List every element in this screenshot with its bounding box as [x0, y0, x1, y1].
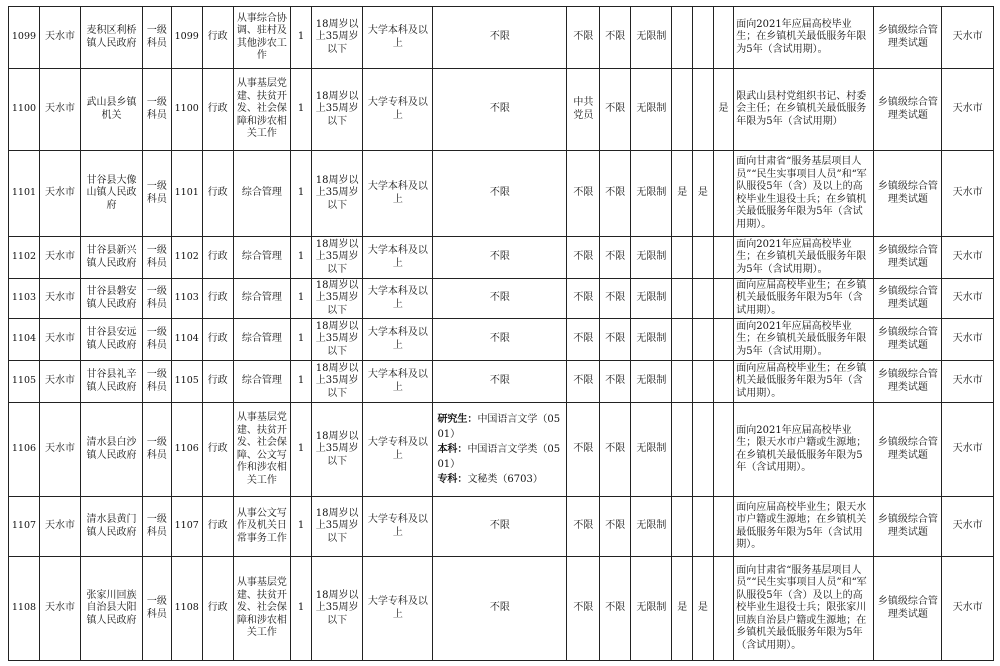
cell-age: 18周岁以上35周岁以下 — [311, 279, 363, 319]
table-row — [9, 361, 994, 403]
cell-unit: 甘谷县安远镇人民政府 — [81, 319, 143, 361]
cell-c15 — [693, 403, 714, 497]
cell-major: 不限 — [433, 557, 567, 661]
cell-exam: 乡镇级综合管理类试题 — [874, 361, 942, 403]
cell-seq: 1099 — [9, 7, 40, 69]
cell-politics: 不限 — [567, 7, 600, 69]
cell-level: 一级科员 — [142, 497, 171, 557]
cell-type: 行政 — [202, 361, 233, 403]
cell-exam: 乡镇级综合管理类试题 — [874, 403, 942, 497]
cell-seq: 1100 — [9, 69, 40, 151]
cell-seq: 1105 — [9, 361, 40, 403]
cell-place: 天水市 — [942, 319, 994, 361]
cell-gender: 不限 — [600, 279, 631, 319]
cell-gender: 不限 — [600, 237, 631, 279]
major-line — [437, 472, 564, 487]
cell-exp: 无限制 — [631, 279, 672, 319]
cell-duty: 从事基层党建、扶贫开发、社会保障、公文写作和涉农相关工作 — [233, 403, 291, 497]
cell-exam: 乡镇级综合管理类试题 — [874, 557, 942, 661]
cell-type: 行政 — [202, 7, 233, 69]
cell-c14 — [672, 7, 693, 69]
cell-c16 — [713, 361, 734, 403]
cell-exam: 乡镇级综合管理类试题 — [874, 7, 942, 69]
cell-city: 天水市 — [39, 497, 80, 557]
cell-edu: 大学专科及以上 — [363, 557, 433, 661]
cell-code: 1104 — [171, 319, 202, 361]
cell-exam: 乡镇级综合管理类试题 — [874, 69, 942, 151]
cell-code: 1102 — [171, 237, 202, 279]
cell-c15 — [693, 7, 714, 69]
cell-gender: 不限 — [600, 319, 631, 361]
cell-major: 不限 — [433, 237, 567, 279]
cell-age: 18周岁以上35周岁以下 — [311, 69, 363, 151]
cell-code: 1108 — [171, 557, 202, 661]
cell-duty: 从事基层党建、扶贫开发、社会保障和涉农相关工作 — [233, 557, 291, 661]
cell-seq: 1106 — [9, 403, 40, 497]
major-line — [437, 412, 564, 442]
cell-major: 不限 — [433, 69, 567, 151]
cell-c16 — [713, 319, 734, 361]
cell-type: 行政 — [202, 557, 233, 661]
cell-edu: 大学专科及以上 — [363, 69, 433, 151]
cell-num: 1 — [291, 7, 312, 69]
cell-politics: 不限 — [567, 497, 600, 557]
cell-unit: 武山县乡镇机关 — [81, 69, 143, 151]
cell-remark: 限武山县村党组织书记、村委会主任；在乡镇机关最低服务年限为5年（含试用期） — [734, 69, 874, 151]
cell-remark: 面向2021年应届高校毕业生；在乡镇机关最低服务年限为5年（含试用期）。 — [734, 237, 874, 279]
cell-major: 不限 — [433, 151, 567, 237]
cell-gender: 不限 — [600, 69, 631, 151]
table-row — [9, 557, 994, 661]
cell-seq: 1102 — [9, 237, 40, 279]
cell-type: 行政 — [202, 151, 233, 237]
cell-unit: 甘谷县磐安镇人民政府 — [81, 279, 143, 319]
cell-c16 — [713, 557, 734, 661]
cell-level: 一级科员 — [142, 557, 171, 661]
cell-major: 不限 — [433, 279, 567, 319]
cell-level: 一级科员 — [142, 7, 171, 69]
cell-edu: 大学专科及以上 — [363, 497, 433, 557]
cell-edu: 大学本科及以上 — [363, 361, 433, 403]
cell-age: 18周岁以上35周岁以下 — [311, 497, 363, 557]
cell-edu: 大学本科及以上 — [363, 151, 433, 237]
cell-age: 18周岁以上35周岁以下 — [311, 237, 363, 279]
table-row — [9, 279, 994, 319]
cell-level: 一级科员 — [142, 319, 171, 361]
table-row — [9, 69, 994, 151]
cell-politics: 不限 — [567, 361, 600, 403]
cell-major: 不限 — [433, 7, 567, 69]
cell-c14 — [672, 69, 693, 151]
cell-exp: 无限制 — [631, 497, 672, 557]
major-line — [437, 442, 564, 472]
cell-duty: 综合管理 — [233, 319, 291, 361]
cell-politics: 不限 — [567, 319, 600, 361]
cell-level: 一级科员 — [142, 237, 171, 279]
cell-level: 一级科员 — [142, 151, 171, 237]
cell-politics: 不限 — [567, 279, 600, 319]
cell-duty: 从事综合协调、驻村及其他涉农工作 — [233, 7, 291, 69]
table-body — [9, 7, 994, 661]
cell-place: 天水市 — [942, 557, 994, 661]
cell-duty: 从事公文写作及机关日常事务工作 — [233, 497, 291, 557]
cell-num: 1 — [291, 237, 312, 279]
cell-c16 — [713, 7, 734, 69]
cell-c14 — [672, 319, 693, 361]
cell-c16 — [713, 497, 734, 557]
cell-c15 — [693, 319, 714, 361]
major-label: 研究生： — [437, 414, 478, 425]
cell-gender: 不限 — [600, 7, 631, 69]
cell-c14: 是 — [672, 151, 693, 237]
cell-c16 — [713, 237, 734, 279]
cell-politics: 不限 — [567, 151, 600, 237]
cell-gender: 不限 — [600, 151, 631, 237]
cell-gender: 不限 — [600, 497, 631, 557]
cell-place: 天水市 — [942, 69, 994, 151]
cell-type: 行政 — [202, 237, 233, 279]
table-row — [9, 151, 994, 237]
cell-level: 一级科员 — [142, 279, 171, 319]
table-row — [9, 319, 994, 361]
cell-place: 天水市 — [942, 403, 994, 497]
cell-major: 不限 — [433, 319, 567, 361]
cell-code: 1106 — [171, 403, 202, 497]
cell-c14 — [672, 279, 693, 319]
cell-c14: 是 — [672, 557, 693, 661]
cell-politics: 不限 — [567, 557, 600, 661]
cell-exam: 乡镇级综合管理类试题 — [874, 279, 942, 319]
major-value: 中国语言文学类（0501） — [437, 444, 561, 470]
major-label: 专科： — [437, 474, 468, 485]
cell-exp: 无限制 — [631, 361, 672, 403]
cell-c14 — [672, 403, 693, 497]
table-row — [9, 7, 994, 69]
cell-major: 不限 — [433, 361, 567, 403]
cell-exp: 无限制 — [631, 151, 672, 237]
cell-unit: 甘谷县新兴镇人民政府 — [81, 237, 143, 279]
cell-level: 一级科员 — [142, 361, 171, 403]
table-row — [9, 237, 994, 279]
cell-place: 天水市 — [942, 7, 994, 69]
major-value: 文秘类（6703） — [467, 474, 543, 485]
cell-unit: 张家川回族自治县大阳镇人民政府 — [81, 557, 143, 661]
cell-remark: 面向应届高校毕业生；在乡镇机关最低服务年限为5年（含试用期）。 — [734, 361, 874, 403]
cell-num: 1 — [291, 319, 312, 361]
cell-num: 1 — [291, 497, 312, 557]
cell-age: 18周岁以上35周岁以下 — [311, 403, 363, 497]
cell-remark: 面向应届高校毕业生；在乡镇机关最低服务年限为5年（含试用期）。 — [734, 279, 874, 319]
cell-major: 不限 — [433, 497, 567, 557]
cell-remark: 面向2021年应届高校毕业生；限天水市户籍或生源地；在乡镇机关最低服务年限为5年（含试用期）。 — [734, 403, 874, 497]
cell-c14 — [672, 497, 693, 557]
cell-num: 1 — [291, 361, 312, 403]
cell-gender: 不限 — [600, 361, 631, 403]
cell-c16 — [713, 279, 734, 319]
cell-place: 天水市 — [942, 279, 994, 319]
cell-exp: 无限制 — [631, 237, 672, 279]
cell-major — [433, 403, 567, 497]
cell-code: 1101 — [171, 151, 202, 237]
cell-c15: 是 — [693, 151, 714, 237]
cell-c14 — [672, 237, 693, 279]
cell-duty: 综合管理 — [233, 279, 291, 319]
cell-unit: 甘谷县礼辛镇人民政府 — [81, 361, 143, 403]
cell-politics: 不限 — [567, 403, 600, 497]
cell-type: 行政 — [202, 497, 233, 557]
cell-remark: 面向甘肃省“服务基层项目人员”“民生实事项目人员”和“军队服役5年（含）及以上的高校毕业生退役士兵；限张家川回族自治县户籍或生源地；在乡镇机关最低服务年限为5年（含试用期）。 — [734, 557, 874, 661]
cell-level: 一级科员 — [142, 69, 171, 151]
cell-duty: 从事基层党建、扶贫开发、社会保障和涉农相关工作 — [233, 69, 291, 151]
table-row — [9, 403, 994, 497]
cell-seq: 1104 — [9, 319, 40, 361]
cell-unit: 甘谷县大像山镇人民政府 — [81, 151, 143, 237]
cell-city: 天水市 — [39, 319, 80, 361]
cell-remark: 面向2021年应届高校毕业生；在乡镇机关最低服务年限为5年（含试用期）。 — [734, 319, 874, 361]
cell-gender: 不限 — [600, 557, 631, 661]
cell-city: 天水市 — [39, 237, 80, 279]
cell-seq: 1108 — [9, 557, 40, 661]
cell-city: 天水市 — [39, 557, 80, 661]
cell-city: 天水市 — [39, 7, 80, 69]
cell-c15: 是 — [693, 557, 714, 661]
cell-c15 — [693, 237, 714, 279]
cell-unit: 麦积区利桥镇人民政府 — [81, 7, 143, 69]
cell-city: 天水市 — [39, 69, 80, 151]
cell-c15 — [693, 361, 714, 403]
cell-remark: 面向甘肃省“服务基层项目人员”“民生实事项目人员”和“军队服役5年（含）及以上的高校毕业生退役士兵；在乡镇机关最低服务年限为5年（含试用期）。 — [734, 151, 874, 237]
cell-politics: 不限 — [567, 237, 600, 279]
cell-age: 18周岁以上35周岁以下 — [311, 319, 363, 361]
cell-city: 天水市 — [39, 151, 80, 237]
cell-exp: 无限制 — [631, 319, 672, 361]
cell-code: 1099 — [171, 7, 202, 69]
cell-exam: 乡镇级综合管理类试题 — [874, 497, 942, 557]
cell-edu: 大学本科及以上 — [363, 319, 433, 361]
cell-c15 — [693, 279, 714, 319]
cell-num: 1 — [291, 403, 312, 497]
positions-table — [8, 6, 994, 661]
cell-place: 天水市 — [942, 237, 994, 279]
cell-age: 18周岁以上35周岁以下 — [311, 151, 363, 237]
cell-city: 天水市 — [39, 361, 80, 403]
cell-age: 18周岁以上35周岁以下 — [311, 7, 363, 69]
cell-type: 行政 — [202, 403, 233, 497]
cell-exam: 乡镇级综合管理类试题 — [874, 237, 942, 279]
cell-duty: 综合管理 — [233, 361, 291, 403]
cell-exp: 无限制 — [631, 69, 672, 151]
cell-num: 1 — [291, 279, 312, 319]
cell-seq: 1103 — [9, 279, 40, 319]
cell-c15 — [693, 69, 714, 151]
cell-exam: 乡镇级综合管理类试题 — [874, 319, 942, 361]
cell-seq: 1101 — [9, 151, 40, 237]
cell-gender: 不限 — [600, 403, 631, 497]
cell-remark: 面向2021年应届高校毕业生；在乡镇机关最低服务年限为5年（含试用期）。 — [734, 7, 874, 69]
cell-duty: 综合管理 — [233, 151, 291, 237]
major-label: 本科： — [437, 444, 468, 455]
cell-num: 1 — [291, 151, 312, 237]
cell-place: 天水市 — [942, 151, 994, 237]
cell-city: 天水市 — [39, 279, 80, 319]
cell-code: 1100 — [171, 69, 202, 151]
cell-age: 18周岁以上35周岁以下 — [311, 361, 363, 403]
cell-city: 天水市 — [39, 403, 80, 497]
cell-edu: 大学本科及以上 — [363, 7, 433, 69]
cell-edu: 大学本科及以上 — [363, 237, 433, 279]
cell-unit: 清水县白沙镇人民政府 — [81, 403, 143, 497]
cell-c16: 是 — [713, 69, 734, 151]
cell-place: 天水市 — [942, 361, 994, 403]
cell-age: 18周岁以上35周岁以下 — [311, 557, 363, 661]
cell-num: 1 — [291, 69, 312, 151]
cell-duty: 综合管理 — [233, 237, 291, 279]
cell-exp: 无限制 — [631, 403, 672, 497]
major-value: 中国语言文学（0501） — [437, 414, 561, 440]
cell-politics: 中共党员 — [567, 69, 600, 151]
cell-type: 行政 — [202, 319, 233, 361]
cell-c14 — [672, 361, 693, 403]
cell-place: 天水市 — [942, 497, 994, 557]
cell-type: 行政 — [202, 69, 233, 151]
cell-type: 行政 — [202, 279, 233, 319]
cell-c16 — [713, 151, 734, 237]
cell-code: 1103 — [171, 279, 202, 319]
cell-code: 1107 — [171, 497, 202, 557]
cell-exam: 乡镇级综合管理类试题 — [874, 151, 942, 237]
cell-exp: 无限制 — [631, 7, 672, 69]
cell-seq: 1107 — [9, 497, 40, 557]
cell-level: 一级科员 — [142, 403, 171, 497]
cell-exp: 无限制 — [631, 557, 672, 661]
cell-unit: 清水县黄门镇人民政府 — [81, 497, 143, 557]
cell-edu: 大学本科及以上 — [363, 279, 433, 319]
cell-num: 1 — [291, 557, 312, 661]
table-row — [9, 497, 994, 557]
cell-edu: 大学专科及以上 — [363, 403, 433, 497]
cell-remark: 面向应届高校毕业生；限天水市户籍或生源地；在乡镇机关最低服务年限为5年（含试用期）。 — [734, 497, 874, 557]
cell-c16 — [713, 403, 734, 497]
cell-c15 — [693, 497, 714, 557]
cell-code: 1105 — [171, 361, 202, 403]
